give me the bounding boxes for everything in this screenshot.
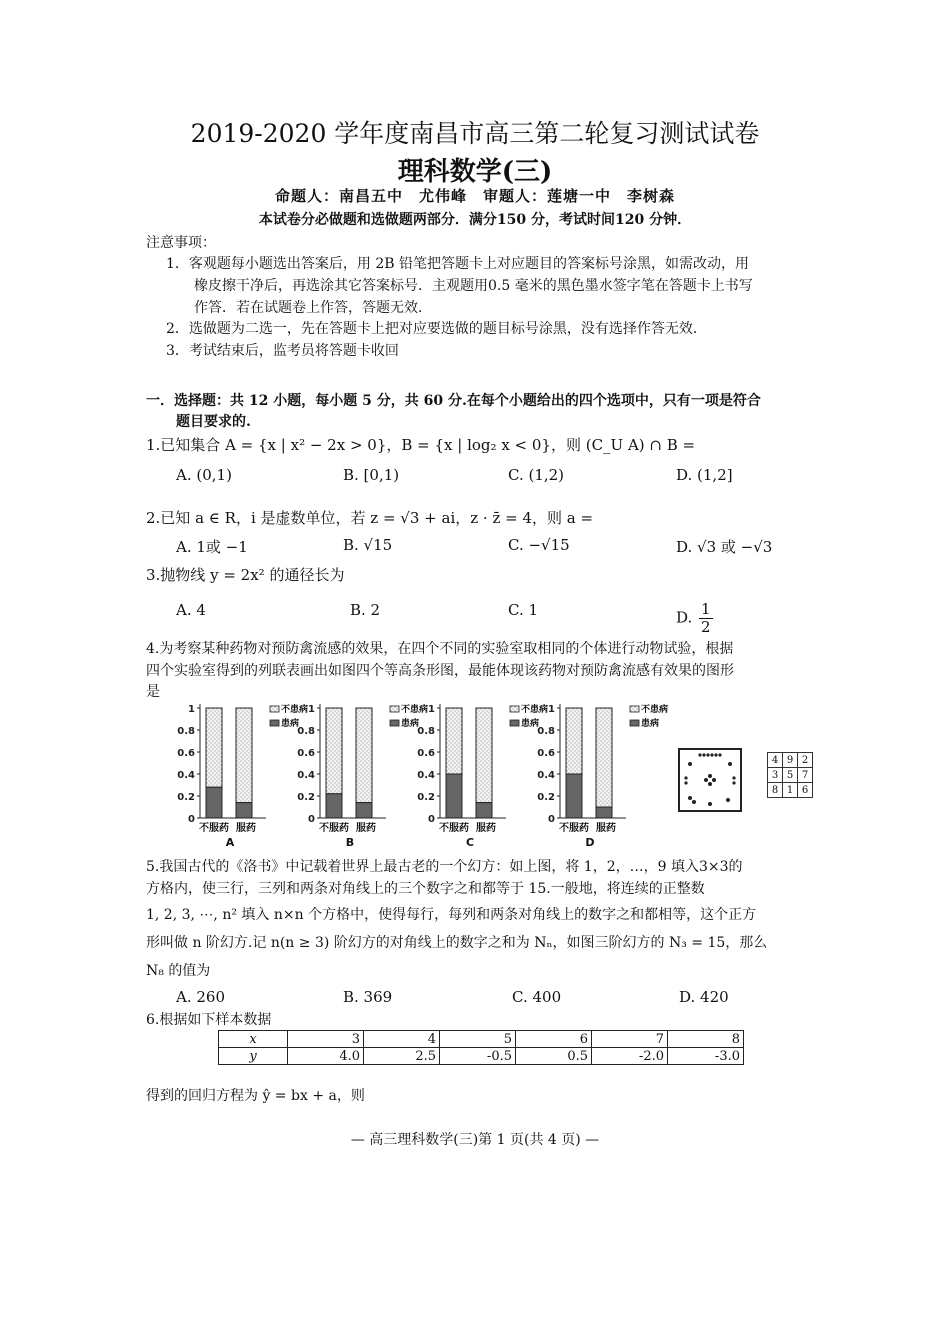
magic-cell: 4 [768,753,783,768]
magic-cell: 8 [768,783,783,798]
legend-healthy: 不患病 [521,705,549,715]
tick-label: 0.8 [297,726,315,737]
tick-label: 1 [548,704,555,715]
table-cell: -2.0 [592,1048,668,1065]
legend-swatch-sick [510,720,519,726]
tick-label: 0.6 [417,748,435,759]
tick-label: 0.6 [177,748,195,759]
note-3: 3．考试结束后，监考员将答题卡收回 [166,343,399,359]
q1-option-b: B. [0,1) [343,466,400,484]
table-cell: 2.5 [364,1048,440,1065]
q2-option-b: B. √15 [343,536,393,554]
q5-line-3: 1, 2, 3, ⋯, n² 填入 n×n 个方格中，使得每行，每列和两条对角线上的数字之和都相等，这个正方 [146,907,757,923]
note-1a: 1．客观题每小题选出答案后，用 2B 铅笔把答题卡上对应题目的答案标号涂黑，如需改动，用 [166,256,750,272]
q3-option-d-prefix: D. [676,608,693,627]
fraction [699,601,713,636]
bar-sick [566,774,582,818]
tick-label: 0 [428,814,435,825]
tick-label: 0.8 [537,726,555,737]
magic-cell: 1 [783,783,798,798]
q3-stem: 3.抛物线 y = 2x² 的通径长为 [146,566,345,584]
tick-label: 0.2 [537,792,555,803]
sample-data-table [218,1030,744,1065]
fraction-denominator: 2 [701,618,711,636]
table-cell: 3 [288,1031,364,1048]
magic-square [767,752,813,798]
q5-option-d: D. 420 [679,988,729,1006]
table-cell: -3.0 [668,1048,744,1065]
note-2: 2．选做题为二选一，先在答题卡上把对应要选做的题目标号涂黑，没有选择作答无效． [166,321,707,337]
magic-cell: 7 [798,768,813,783]
exam-title: 2019-2020 学年度南昌市高三第二轮复习测试试卷 [190,119,760,148]
table-cell: 8 [668,1031,744,1048]
tick-label: 0.2 [297,792,315,803]
q1-option-a: A. (0,1) [176,466,232,484]
q5-option-b: B. 369 [343,988,393,1006]
tick-label: 1 [188,704,195,715]
bar-sick [596,807,612,818]
q6-stem: 6.根据如下样本数据 [146,1012,272,1028]
exam-subject: 理科数学(三) [397,157,553,187]
table-cell: x [219,1031,288,1048]
q5-line-1: 5.我国古代的《洛书》中记载着世界上最古老的一个幻方：如上图，将 1，2，…，9 填入3×3的 [146,859,743,875]
table-row [219,1048,744,1065]
tick-label: 0.4 [177,770,195,781]
magic-cell: 5 [783,768,798,783]
q5-line-4: 形叫做 n 阶幻方.记 n(n ≥ 3) 阶幻方的对角线上的数字之和为 Nₙ，如图三阶幻方的 N₃ = 15，那么 [146,935,768,951]
bar-healthy [236,708,252,803]
q5-option-a: A. 260 [176,988,225,1006]
luoshu-diagram [678,748,742,812]
legend-swatch-healthy [270,706,279,712]
bar-healthy [356,708,372,803]
table-cell: 6 [516,1031,592,1048]
section-1-heading: 一．选择题：共 12 小题，每小题 5 分，共 60 分.在每个小题给出的四个选项中，只有一项是符合 [146,393,761,409]
bar-healthy [326,708,342,794]
note-1b: 橡皮擦干净后，再选涂其它答案标号．主观题用0.5 毫米的黑色墨水签字笔在答题卡上书写 [194,278,753,294]
tick-label: 0 [308,814,315,825]
tick-label: 0 [188,814,195,825]
tick-label: 0.4 [417,770,435,781]
q2-option-a: A. 1或 −1 [176,538,248,556]
q4-line-2: 四个实验室得到的列联表画出如图四个等高条形图，最能体现该药物对预防禽流感有效果的图形 [146,663,734,679]
q3-option-c: C. 1 [508,601,539,619]
magic-cell: 6 [798,783,813,798]
tick-label: 0.2 [417,792,435,803]
bar-sick [446,774,462,818]
legend-swatch-sick [630,720,639,726]
table-cell: 5 [440,1031,516,1048]
bar-healthy [206,708,222,787]
q3-option-b: B. 2 [350,601,381,619]
tick-label: 0.4 [537,770,555,781]
tick-label: 0 [548,814,555,825]
tick-label: 0.8 [177,726,195,737]
q2-stem: 2.已知 a ∈ R，i 是虚数单位，若 z = √3 + ai，z · z̄ = 4，则 a = [146,509,594,527]
q1-option-d: D. (1,2] [676,466,733,484]
q1-stem: 1.已知集合 A = {x | x² − 2x > 0}，B = {x | log₂ x < 0}，则 (C_U A) ∩ B = [146,436,696,454]
tick-label: 0.6 [297,748,315,759]
table-cell: 7 [592,1031,668,1048]
legend-sick: 患病 [521,719,540,729]
table-cell: 4.0 [288,1048,364,1065]
legend-healthy: 不患病 [641,705,669,715]
tick-label: 0.8 [417,726,435,737]
x-label-no-drug: 不服药 [439,823,469,834]
x-label-drug: 服药 [476,823,496,834]
stacked-bar-charts [160,700,720,850]
panel-label: B [345,836,355,849]
bar-healthy [476,708,492,803]
x-label-drug: 服药 [356,823,376,834]
x-label-no-drug: 不服药 [559,823,589,834]
q1-option-c: C. (1,2) [508,466,565,484]
x-label-drug: 服药 [236,823,256,834]
magic-cell: 9 [783,753,798,768]
q6-regression: 得到的回归方程为 ŷ = bx + a，则 [146,1088,365,1104]
notes-heading: 注意事项： [146,235,216,251]
tick-label: 0.4 [297,770,315,781]
legend-healthy: 不患病 [401,705,429,715]
panel-label: A [225,836,235,849]
legend-sick: 患病 [281,719,300,729]
tick-label: 0.6 [537,748,555,759]
bar-healthy [596,708,612,807]
magic-cell: 2 [798,753,813,768]
x-label-no-drug: 不服药 [199,823,229,834]
table-cell: 4 [364,1031,440,1048]
legend-swatch-sick [270,720,279,726]
q3-option-d [676,601,713,636]
bar-sick [236,803,252,818]
panel-label: D [585,836,595,849]
bar-healthy [566,708,582,774]
panel-label: C [465,836,475,849]
table-row [219,1031,744,1048]
exam-authors: 命题人：南昌五中 尤伟峰 审题人：莲塘一中 李树森 [274,187,675,205]
bar-sick [326,794,342,818]
q5-option-c: C. 400 [512,988,562,1006]
bar-sick [476,803,492,818]
table-cell: y [219,1048,288,1065]
tick-label: 0.2 [177,792,195,803]
note-1c: 作答．若在试题卷上作答，答题无效． [194,300,432,316]
tick-label: 1 [428,704,435,715]
bar-healthy [446,708,462,774]
legend-swatch-healthy [510,706,519,712]
bar-sick [206,787,222,818]
q2-option-c: C. −√15 [508,536,570,554]
bar-sick [356,803,372,818]
q5-line-2: 方格内，使三行，三列和两条对角线上的三个数字之和都等于 15.一般地，将连续的正整数 [146,881,705,897]
legend-sick: 患病 [401,719,420,729]
legend-swatch-healthy [390,706,399,712]
fraction-numerator: 1 [701,600,711,618]
table-cell: 0.5 [516,1048,592,1065]
q4-line-1: 4.为考察某种药物对预防禽流感的效果，在四个不同的实验室取相同的个体进行动物试验，根据 [146,641,734,657]
q2-option-d: D. √3 或 −√3 [676,538,773,556]
page-footer: — 高三理科数学(三)第 1 页(共 4 页) — [350,1132,600,1148]
table-cell: -0.5 [440,1048,516,1065]
q4-line-3: 是 [146,684,160,700]
q5-line-5: N₈ 的值为 [146,963,211,979]
legend-swatch-healthy [630,706,639,712]
x-label-no-drug: 不服药 [319,823,349,834]
magic-cell: 3 [768,768,783,783]
exam-info: 本试卷分必做题和选做题两部分．满分150 分，考试时间120 分钟． [258,212,692,228]
legend-swatch-sick [390,720,399,726]
section-1-heading-2: 题目要求的. [176,414,251,430]
legend-sick: 患病 [641,719,660,729]
q3-option-a: A. 4 [176,601,206,619]
x-label-drug: 服药 [596,823,616,834]
tick-label: 1 [308,704,315,715]
legend-healthy: 不患病 [281,705,309,715]
